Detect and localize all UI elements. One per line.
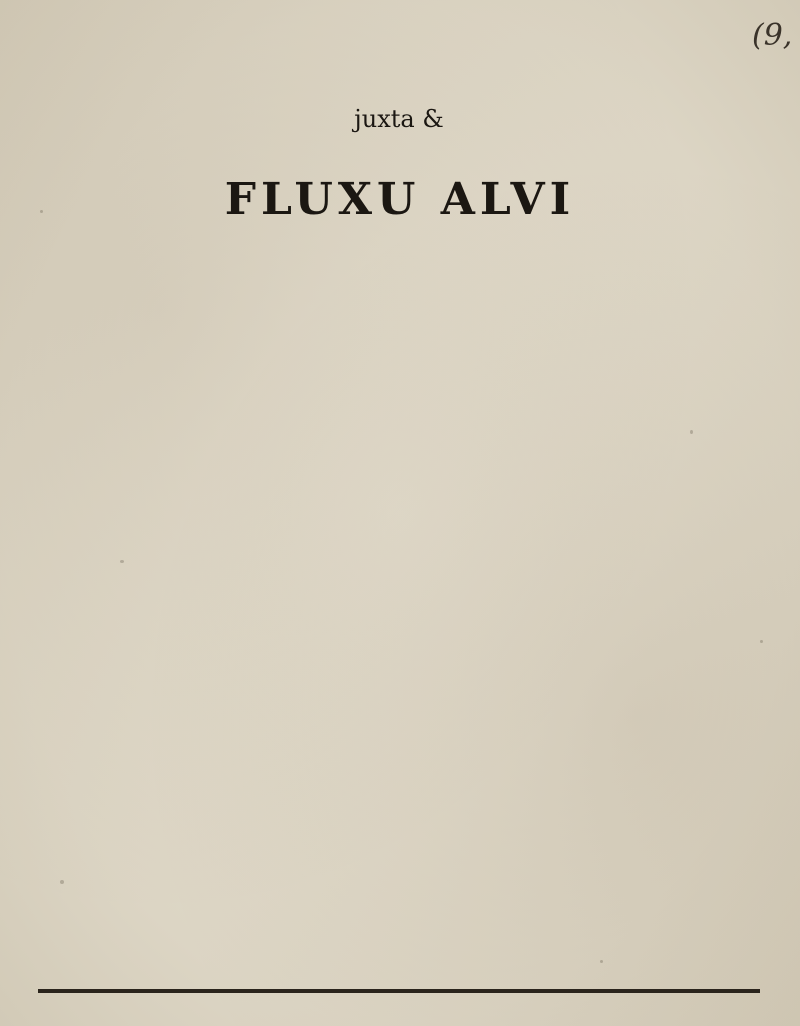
paper-speck bbox=[120, 560, 124, 563]
title-fluxu-alvi: FLUXU ALVI bbox=[224, 174, 576, 225]
imprint-rule bbox=[38, 989, 760, 993]
title-dogmatica bbox=[0, 107, 800, 131]
paper-speck bbox=[60, 880, 64, 884]
paper-speck bbox=[600, 960, 603, 963]
title-dogmatica-b: juxta & bbox=[354, 105, 444, 133]
paper-speck bbox=[760, 640, 763, 643]
paper-speck bbox=[690, 430, 693, 434]
page-number: (9, bbox=[752, 18, 793, 53]
